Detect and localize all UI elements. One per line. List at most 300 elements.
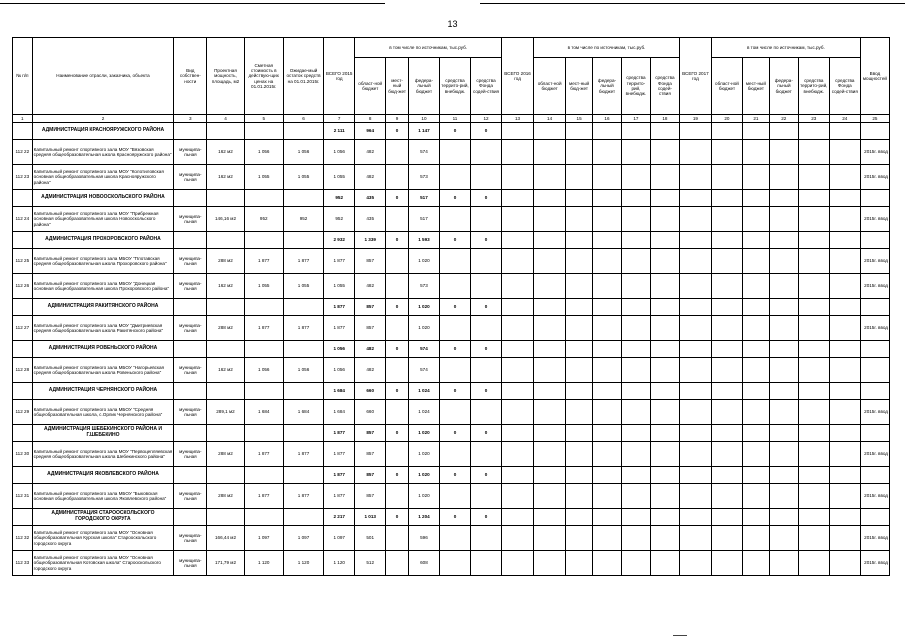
table-row (13, 551, 890, 576)
table-cell (769, 190, 798, 207)
table-cell (470, 400, 501, 425)
header-fed: федера-льный бюджет (408, 58, 439, 115)
table-cell (593, 425, 622, 442)
table-cell (711, 383, 742, 400)
table-cell (650, 207, 679, 232)
ownership-kind: муниципа-льная (174, 165, 207, 190)
table-cell (860, 299, 889, 316)
section-name: АДМИНИСТРАЦИЯ ЧЕРНЯНСКОГО РАЙОНА (32, 383, 174, 400)
table-cell (439, 165, 470, 190)
table-row (13, 140, 890, 165)
section-fed: 1 593 (408, 232, 439, 249)
table-cell (769, 400, 798, 425)
table-cell (386, 551, 409, 576)
table-cell (650, 165, 679, 190)
section-row (13, 299, 890, 316)
section-fond: 0 (470, 299, 501, 316)
table-cell (386, 249, 409, 274)
capacity: 289,1 м2 (207, 400, 244, 425)
table-cell (650, 551, 679, 576)
section-mest: 0 (386, 467, 409, 484)
table-cell (769, 484, 798, 509)
table-cell (470, 526, 501, 551)
table-cell (650, 190, 679, 207)
table-cell (769, 249, 798, 274)
expected-remainder: 1 097 (283, 526, 323, 551)
table-cell (534, 316, 566, 341)
federal-budget: 517 (408, 207, 439, 232)
expected-remainder: 1 877 (283, 442, 323, 467)
table-cell (650, 358, 679, 383)
table-cell (742, 165, 769, 190)
table-cell (207, 467, 244, 484)
section-name: АДМИНИСТРАЦИЯ РАКИТЯНСКОГО РАЙОНА (32, 299, 174, 316)
table-cell (566, 341, 593, 358)
ownership-kind: муниципа-льная (174, 484, 207, 509)
estimated-cost: 1 056 (244, 140, 283, 165)
header-total-2015: ВСЕГО 2015 год (324, 38, 355, 115)
table-cell (566, 467, 593, 484)
table-cell (679, 551, 711, 576)
table-cell (829, 484, 860, 509)
column-number: 15 (566, 115, 593, 123)
section-obl: 1 339 (355, 232, 386, 249)
section-fond: 0 (470, 509, 501, 526)
column-number: 20 (711, 115, 742, 123)
section-fed: 517 (408, 190, 439, 207)
header-name: Наименование отрасли, заказчика, объекта (32, 38, 174, 115)
estimated-cost: 1 877 (244, 316, 283, 341)
table-cell (798, 358, 829, 383)
header-obl: област-ной бюджет (355, 58, 386, 115)
section-row (13, 509, 890, 526)
table-cell (711, 123, 742, 140)
table-cell (769, 207, 798, 232)
table-cell (650, 316, 679, 341)
table-cell (534, 123, 566, 140)
estimated-cost: 1 055 (244, 165, 283, 190)
section-fed: 1 020 (408, 467, 439, 484)
column-number: 16 (593, 115, 622, 123)
table-cell (621, 299, 650, 316)
regional-budget: 857 (355, 484, 386, 509)
table-cell (650, 341, 679, 358)
table-cell (502, 190, 534, 207)
header-terr: средства террито-рий, внебюдж. (798, 58, 829, 115)
column-number: 24 (829, 115, 860, 123)
table-cell (502, 358, 534, 383)
table-cell (174, 509, 207, 526)
object-name: Капитальный ремонт спортивного зала МБОУ "Нагорьевская средняя общеобразовательная школа Ровеньского района" (32, 358, 174, 383)
table-cell (470, 484, 501, 509)
column-number: 8 (355, 115, 386, 123)
table-cell (769, 140, 798, 165)
table-cell (742, 123, 769, 140)
section-row (13, 383, 890, 400)
table-cell (566, 484, 593, 509)
table-cell (679, 442, 711, 467)
capacity: 162 м2 (207, 274, 244, 299)
table-cell (621, 165, 650, 190)
table-cell (711, 425, 742, 442)
section-terr: 0 (439, 190, 470, 207)
table-cell (829, 190, 860, 207)
table-cell (439, 526, 470, 551)
table-cell (566, 190, 593, 207)
table-cell (798, 526, 829, 551)
table-cell (566, 400, 593, 425)
table-cell (13, 467, 33, 484)
estimated-cost: 1 097 (244, 526, 283, 551)
table-cell (502, 509, 534, 526)
federal-budget: 608 (408, 551, 439, 576)
section-mest: 0 (386, 341, 409, 358)
table-cell (798, 509, 829, 526)
budget-table (12, 37, 890, 576)
table-cell (566, 316, 593, 341)
total-2015: 1 055 (324, 274, 355, 299)
table-cell (439, 274, 470, 299)
table-cell (470, 316, 501, 341)
table-cell (13, 509, 33, 526)
table-cell (742, 442, 769, 467)
table-cell (742, 358, 769, 383)
table-cell (13, 383, 33, 400)
estimated-cost: 1 120 (244, 551, 283, 576)
total-2015: 1 056 (324, 140, 355, 165)
capacity: 166,44 м2 (207, 526, 244, 551)
table-cell (566, 249, 593, 274)
table-cell (534, 165, 566, 190)
section-terr: 0 (439, 425, 470, 442)
table-cell (798, 467, 829, 484)
table-cell (621, 551, 650, 576)
page-number: 13 (447, 19, 458, 29)
table-cell (593, 165, 622, 190)
table-cell (679, 400, 711, 425)
table-cell (650, 484, 679, 509)
table-cell (566, 299, 593, 316)
header-remainder: Ожидае-мый остаток средств на 01.01.2015г. (283, 38, 323, 115)
table-cell (244, 425, 283, 442)
capacity: 288 м2 (207, 316, 244, 341)
section-mest: 0 (386, 232, 409, 249)
table-cell (829, 165, 860, 190)
table-cell (534, 551, 566, 576)
table-cell (174, 341, 207, 358)
commissioning: 2015г. ввод (860, 442, 889, 467)
section-row (13, 467, 890, 484)
column-number: 1 (13, 115, 33, 123)
table-cell (470, 274, 501, 299)
table-cell (244, 190, 283, 207)
estimated-cost: 1 684 (244, 400, 283, 425)
table-cell (742, 190, 769, 207)
table-row (13, 400, 890, 425)
column-number: 11 (439, 115, 470, 123)
table-cell (386, 274, 409, 299)
table-cell (679, 383, 711, 400)
header-sources-2017: в том числе по источникам, тыс.руб. (711, 38, 860, 58)
table-cell (650, 442, 679, 467)
table-cell (711, 190, 742, 207)
table-cell (621, 484, 650, 509)
table-cell (679, 484, 711, 509)
header-num: № п/п (13, 38, 33, 115)
total-2015: 1 877 (324, 249, 355, 274)
regional-budget: 482 (355, 358, 386, 383)
table-cell (593, 358, 622, 383)
table-cell (470, 358, 501, 383)
section-row (13, 123, 890, 140)
regional-budget: 482 (355, 140, 386, 165)
table-cell (283, 425, 323, 442)
table-cell (798, 249, 829, 274)
expected-remainder: 1 056 (283, 140, 323, 165)
table-cell (679, 274, 711, 299)
table-cell (283, 467, 323, 484)
table-cell (13, 232, 33, 249)
table-cell (593, 509, 622, 526)
row-number: 112 29 (13, 400, 33, 425)
section-fed: 1 147 (408, 123, 439, 140)
table-cell (650, 140, 679, 165)
table-cell (621, 358, 650, 383)
commissioning: 2015г. ввод (860, 249, 889, 274)
table-cell (742, 274, 769, 299)
section-fond: 0 (470, 467, 501, 484)
header-fond: средства Фонда содей-ствия (829, 58, 860, 115)
table-cell (650, 123, 679, 140)
total-2015: 1 877 (324, 484, 355, 509)
header-obl: област-ной бюджет (711, 58, 742, 115)
table-cell (711, 526, 742, 551)
table-cell (711, 165, 742, 190)
table-cell (502, 316, 534, 341)
section-total: 2 217 (324, 509, 355, 526)
table-cell (386, 400, 409, 425)
section-total: 1 877 (324, 299, 355, 316)
table-cell (593, 249, 622, 274)
header-capacity: Проектная мощность, площадь, м2 (207, 38, 244, 115)
column-number: 10 (408, 115, 439, 123)
header-sources-2016: в том числе по источникам, тыс.руб. (534, 38, 680, 58)
ownership-kind: муниципа-льная (174, 249, 207, 274)
section-fed: 1 024 (408, 383, 439, 400)
table-cell (742, 249, 769, 274)
table-cell (534, 207, 566, 232)
total-2015: 1 120 (324, 551, 355, 576)
table-cell (386, 442, 409, 467)
table-cell (621, 123, 650, 140)
table-cell (860, 425, 889, 442)
table-cell (593, 526, 622, 551)
expected-remainder: 1 120 (283, 551, 323, 576)
federal-budget: 1 020 (408, 249, 439, 274)
table-cell (769, 165, 798, 190)
section-fond: 0 (470, 383, 501, 400)
regional-budget: 482 (355, 165, 386, 190)
table-cell (769, 341, 798, 358)
table-cell (798, 299, 829, 316)
table-cell (534, 341, 566, 358)
object-name: Капитальный ремонт спортивного зала МОУ "Вязовская средняя общеобразовательная школа Краснояружского района" (32, 140, 174, 165)
column-number: 23 (798, 115, 829, 123)
section-obl: 435 (355, 190, 386, 207)
table-cell (829, 274, 860, 299)
table-cell (566, 509, 593, 526)
ownership-kind: муниципа-льная (174, 551, 207, 576)
table-cell (742, 232, 769, 249)
commissioning: 2015г. ввод (860, 316, 889, 341)
object-name: Капитальный ремонт спортивного зала МОУ "Дмитриевская средняя общеобразовательная школа Ракитянского района" (32, 316, 174, 341)
federal-budget: 1 020 (408, 484, 439, 509)
table-cell (244, 509, 283, 526)
estimated-cost: 1 056 (244, 358, 283, 383)
expected-remainder: 1 684 (283, 400, 323, 425)
table-cell (13, 341, 33, 358)
table-cell (621, 509, 650, 526)
table-cell (470, 551, 501, 576)
table-cell (798, 341, 829, 358)
table-cell (566, 165, 593, 190)
table-cell (566, 425, 593, 442)
table-cell (742, 551, 769, 576)
table-cell (798, 232, 829, 249)
capacity: 146,16 м2 (207, 207, 244, 232)
total-2015: 1 877 (324, 442, 355, 467)
table-cell (650, 383, 679, 400)
table-cell (13, 190, 33, 207)
table-cell (244, 341, 283, 358)
federal-budget: 1 020 (408, 442, 439, 467)
regional-budget: 501 (355, 526, 386, 551)
table-cell (566, 551, 593, 576)
table-cell (650, 232, 679, 249)
table-cell (860, 341, 889, 358)
section-mest: 0 (386, 383, 409, 400)
table-cell (566, 123, 593, 140)
section-fed: 574 (408, 341, 439, 358)
table-cell (566, 526, 593, 551)
object-name: Капитальный ремонт спортивного зала МБОУ "Средняя общеобразовательная школа, с.Орлик Чернянского района" (32, 400, 174, 425)
table-cell (207, 341, 244, 358)
table-cell (207, 190, 244, 207)
object-name: Капитальный ремонт спортивного зала МОУ "Первоцепляевская средняя общеобразовательная школа Шебекинского района" (32, 442, 174, 467)
estimated-cost: 952 (244, 207, 283, 232)
header-kind: Вид собствен-ности (174, 38, 207, 115)
table-cell (207, 425, 244, 442)
table-cell (829, 207, 860, 232)
table-cell (244, 299, 283, 316)
commissioning: 2015г. ввод (860, 165, 889, 190)
table-cell (502, 232, 534, 249)
table-cell (711, 358, 742, 383)
section-fond: 0 (470, 425, 501, 442)
table-cell (386, 207, 409, 232)
object-name: Капитальный ремонт спортивного зала МОУ "Прибрежная основная общеобразовательная школа Новооскольского района" (32, 207, 174, 232)
table-cell (679, 165, 711, 190)
table-cell (534, 484, 566, 509)
table-body (13, 115, 890, 576)
section-name: АДМИНИСТРАЦИЯ НОВООСКОЛЬСКОГО РАЙОНА (32, 190, 174, 207)
table-cell (439, 400, 470, 425)
commissioning: 2015г. ввод (860, 551, 889, 576)
header-fond: средства Фонда содей-ствия (650, 58, 679, 115)
header-mest: мест-ный бюджет (742, 58, 769, 115)
table-cell (534, 442, 566, 467)
regional-budget: 857 (355, 249, 386, 274)
table-cell (742, 140, 769, 165)
estimated-cost: 1 055 (244, 274, 283, 299)
total-2015: 1 684 (324, 400, 355, 425)
table-cell (502, 442, 534, 467)
column-number: 22 (769, 115, 798, 123)
table-cell (769, 316, 798, 341)
table-cell (621, 425, 650, 442)
table-cell (679, 509, 711, 526)
table-cell (711, 232, 742, 249)
column-number: 25 (860, 115, 889, 123)
capacity: 288 м2 (207, 484, 244, 509)
section-obl: 964 (355, 123, 386, 140)
table-cell (174, 190, 207, 207)
table-cell (439, 484, 470, 509)
table-cell (470, 249, 501, 274)
table-cell (502, 274, 534, 299)
federal-budget: 596 (408, 526, 439, 551)
table-cell (742, 207, 769, 232)
column-number: 2 (32, 115, 174, 123)
table-cell (283, 341, 323, 358)
table-cell (798, 123, 829, 140)
capacity: 162 м2 (207, 140, 244, 165)
table-cell (860, 383, 889, 400)
table-cell (679, 299, 711, 316)
table-cell (502, 207, 534, 232)
table-cell (283, 509, 323, 526)
table-cell (711, 341, 742, 358)
table-cell (283, 190, 323, 207)
table-cell (566, 274, 593, 299)
table-cell (244, 467, 283, 484)
section-fond: 0 (470, 190, 501, 207)
section-mest: 0 (386, 509, 409, 526)
regional-budget: 512 (355, 551, 386, 576)
section-total: 1 056 (324, 341, 355, 358)
table-cell (502, 425, 534, 442)
table-cell (534, 425, 566, 442)
header-obl: област-ной бюджет (534, 58, 566, 115)
table-cell (798, 400, 829, 425)
table-cell (621, 467, 650, 484)
section-mest: 0 (386, 299, 409, 316)
federal-budget: 1 024 (408, 400, 439, 425)
section-fed: 1 020 (408, 299, 439, 316)
table-cell (534, 190, 566, 207)
column-number-row (13, 115, 890, 123)
commissioning (860, 358, 889, 383)
table-cell (502, 383, 534, 400)
header-fed: федера-льный бюджет (593, 58, 622, 115)
capacity: 171,79 м2 (207, 551, 244, 576)
row-number: 112 31 (13, 484, 33, 509)
table-row (13, 249, 890, 274)
table-cell (829, 551, 860, 576)
section-obl: 857 (355, 299, 386, 316)
table-cell (470, 140, 501, 165)
section-obl: 857 (355, 425, 386, 442)
